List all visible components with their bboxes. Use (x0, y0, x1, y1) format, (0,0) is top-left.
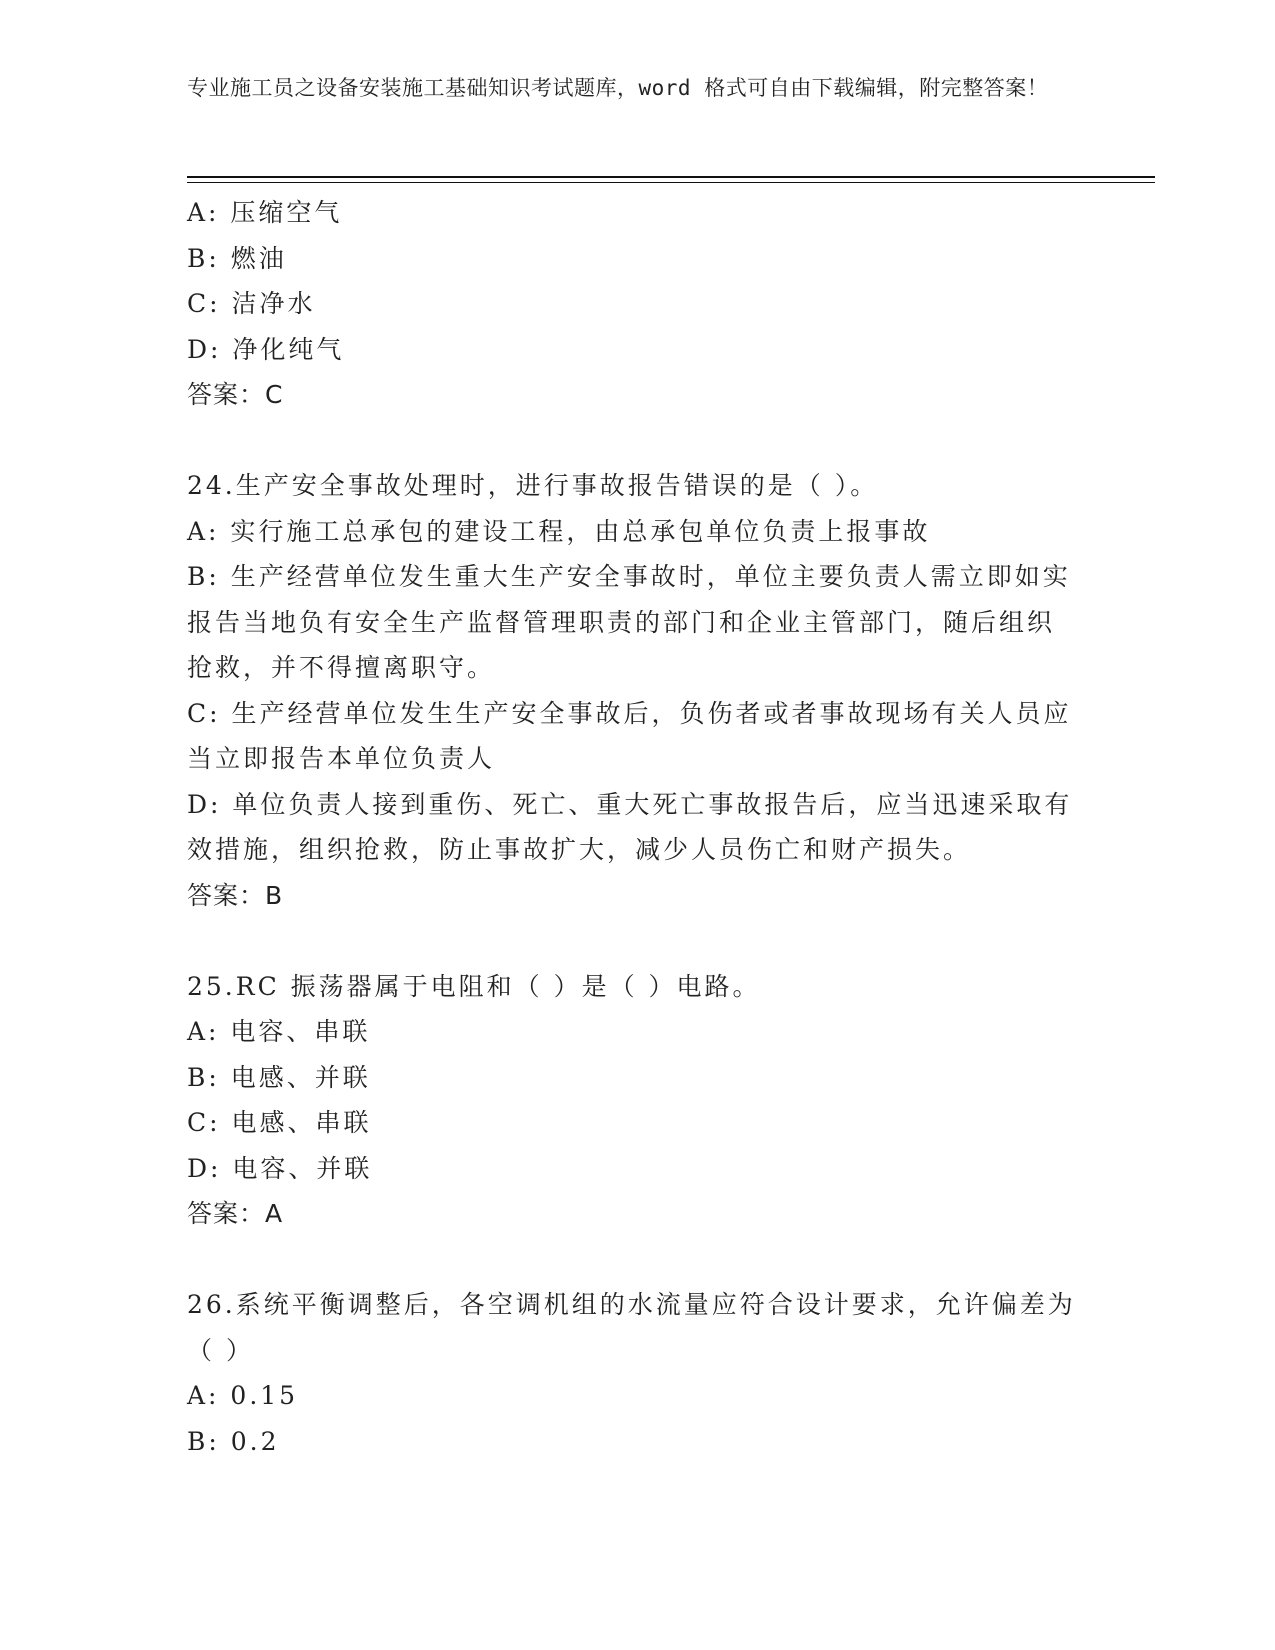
q25-option-d: D: 电容、并联 (187, 1153, 373, 1183)
header-divider-thin (187, 182, 1155, 183)
question-24-block (187, 463, 1087, 918)
q23-answer: 答案：C (187, 380, 284, 409)
q25-option-c: C: 电感、串联 (187, 1108, 372, 1137)
q23-option-b: B: 燃油 (187, 243, 287, 273)
q26-option-b: B: 0.2 (187, 1426, 280, 1456)
q26-stem: 26.系统平衡调整后，各空调机组的水流量应符合设计要求，允许偏差为（ ） (187, 1290, 1076, 1365)
q24-answer: 答案：B (187, 880, 284, 910)
question-26-block (187, 1282, 1087, 1464)
question-list (187, 190, 1087, 1464)
question-23-block (187, 190, 1087, 418)
q23-option-c: C: 洁净水 (187, 289, 316, 318)
q24-stem: 24.生产安全事故处理时，进行事故报告错误的是（ ）。 (187, 471, 879, 500)
document-header: 专业施工员之设备安装施工基础知识考试题库，word 格式可自由下载编辑，附完整答案！ (187, 76, 1049, 100)
q25-stem: 25.RC 振荡器属于电阻和（ ）是（ ）电路。 (187, 971, 761, 1001)
q24-option-d: D: 单位负责人接到重伤、死亡、重大死亡事故报告后，应当迅速采取有效措施，组织抢救，防止事故扩大，减少人员伤亡和财产损失。 (187, 789, 1073, 864)
q23-option-d: D: 净化纯气 (187, 334, 345, 364)
q25-option-a: A: 电容、串联 (187, 1017, 371, 1046)
q24-option-c: C: 生产经营单位发生生产安全事故后，负伤者或者事故现场有关人员应当立即报告本单位负责人 (187, 698, 1072, 773)
q25-answer: 答案：A (187, 1199, 284, 1228)
question-25-block (187, 964, 1087, 1237)
spacer (187, 1237, 1087, 1283)
spacer (187, 918, 1087, 964)
q26-option-a: A: 0.15 (187, 1381, 299, 1410)
q25-option-b: B: 电感、并联 (187, 1062, 371, 1092)
spacer (187, 418, 1087, 464)
header-divider-thick (187, 176, 1155, 178)
q24-option-b: B: 生产经营单位发生重大生产安全事故时，单位主要负责人需立即如实报告当地负有安全生产监督管理职责的部门和企业主管部门，随后组织抢救，并不得擅离职守。 (187, 562, 1071, 682)
q23-option-a: A: 压缩空气 (187, 198, 343, 227)
q24-option-a: A: 实行施工总承包的建设工程，由总承包单位负责上报事故 (187, 516, 931, 546)
